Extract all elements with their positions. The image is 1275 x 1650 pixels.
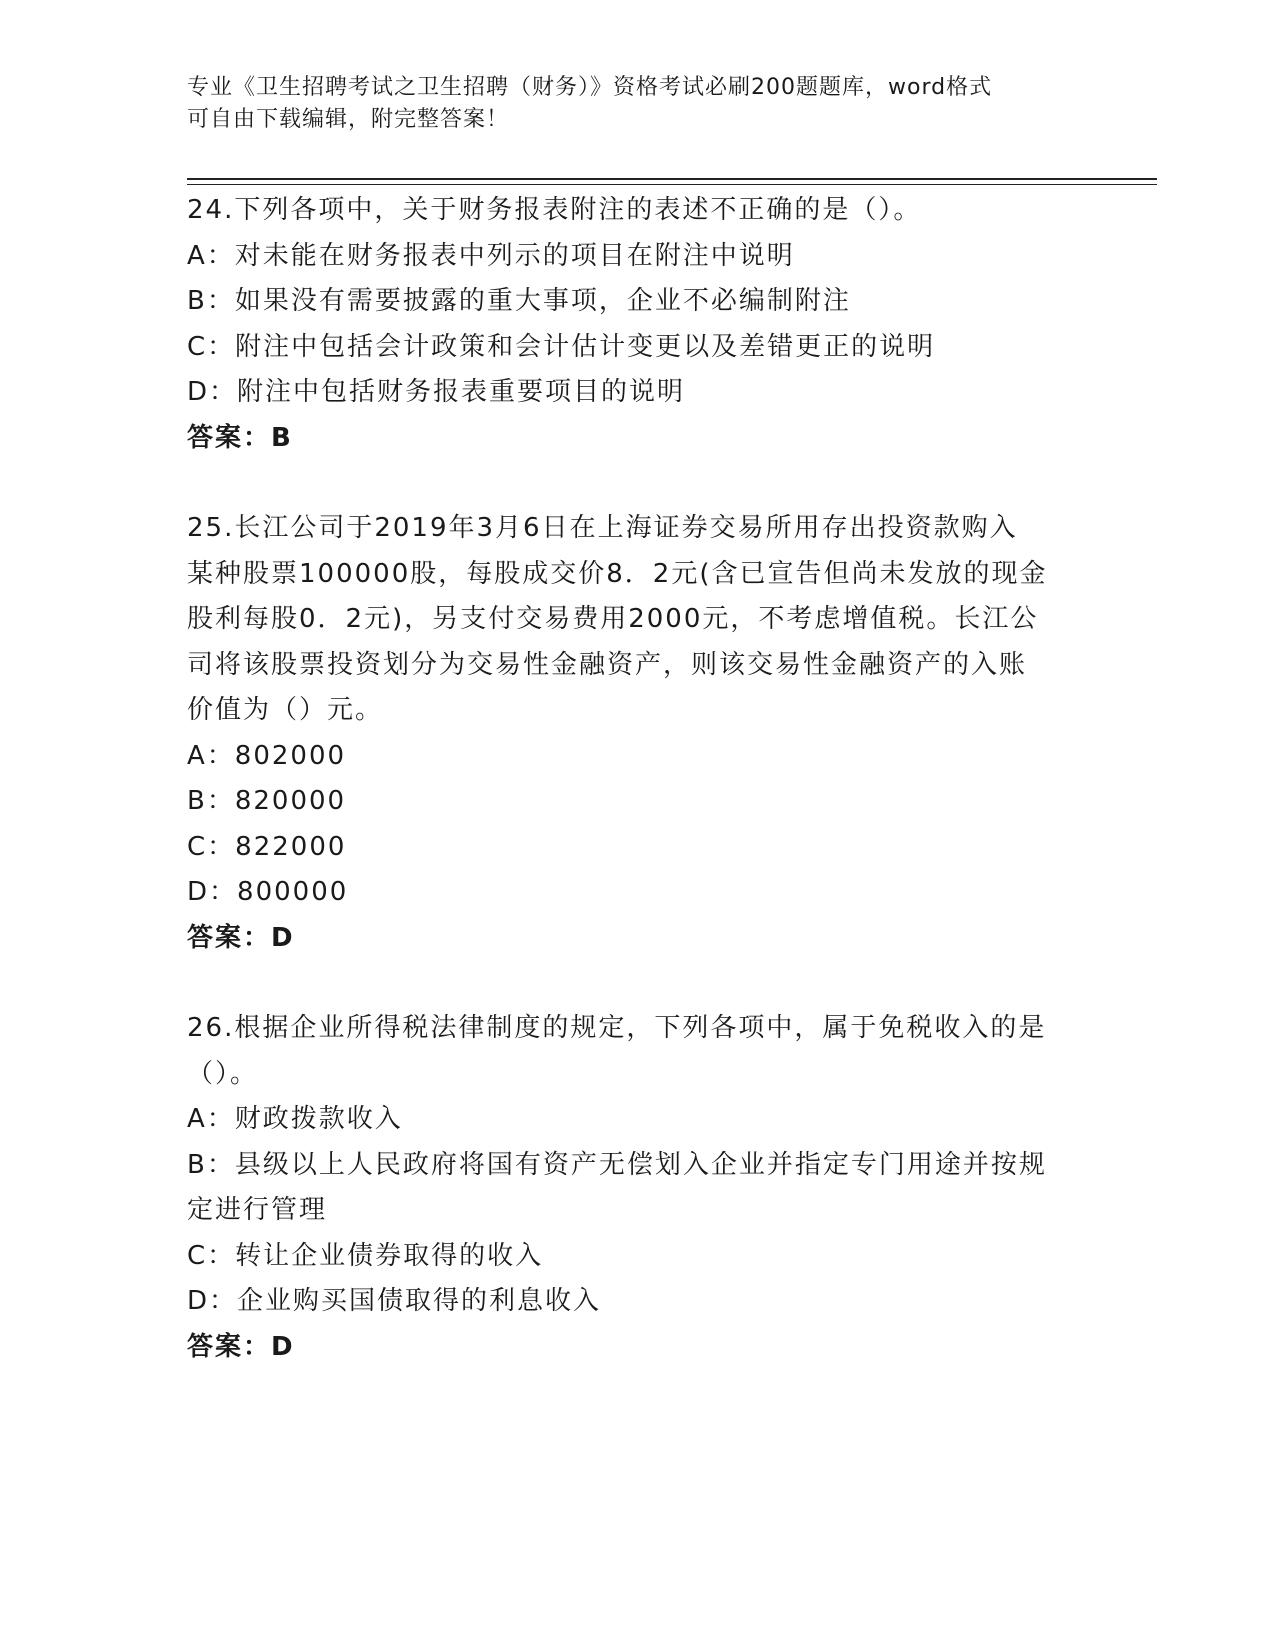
spacer <box>187 961 1077 1006</box>
option-c: C：转让企业债券取得的收入 <box>187 1240 544 1271</box>
option-d: D：附注中包括财务报表重要项目的说明 <box>187 377 686 407</box>
option-b: B：820000 <box>187 786 347 816</box>
option-a: A：802000 <box>187 740 347 771</box>
option-b: B：如果没有需要披露的重大事项，企业不必编制附注 <box>187 286 851 316</box>
header-divider-thick <box>187 178 1157 180</box>
option-d: D：800000 <box>187 877 349 907</box>
header-line-1: 专业《卫生招聘考试之卫生招聘（财务）》资格考试必刷200题题库，word格式 <box>187 75 993 100</box>
question-26 <box>187 1006 1077 1370</box>
question-stem-line: 司将该股票投资划分为交易性金融资产，则该交易性金融资产的入账 <box>187 649 1028 680</box>
option-d: D：企业购买国债取得的利息收入 <box>187 1286 602 1316</box>
question-stem-line: 股利每股0．2元)，另支付交易费用2000元，不考虑增值税。长江公 <box>187 604 1039 634</box>
question-stem: 24.下列各项中，关于财务报表附注的表述不正确的是（）。 <box>187 195 922 225</box>
question-stem-line: 价值为（）元。 <box>187 695 384 725</box>
question-stem-line: 26.根据企业所得税法律制度的规定，下列各项中，属于免税收入的是 <box>187 1013 1047 1043</box>
header-line-2: 可自由下载编辑，附完整答案！ <box>187 107 510 132</box>
question-stem-line: 某种股票100000股，每股成交价8．2元(含已宣告但尚未发放的现金 <box>187 558 1048 589</box>
question-25 <box>187 506 1077 961</box>
option-a: A：财政拨款收入 <box>187 1104 403 1134</box>
question-24 <box>187 188 1077 461</box>
option-a: A：对未能在财务报表中列示的项目在附注中说明 <box>187 240 795 271</box>
answer-label: 答案：D <box>187 922 295 953</box>
document-header <box>187 72 1087 136</box>
question-list <box>187 188 1077 1370</box>
option-c: C：822000 <box>187 831 347 862</box>
answer-label: 答案：B <box>187 422 293 453</box>
option-c: C：附注中包括会计政策和会计估计变更以及差错更正的说明 <box>187 331 936 362</box>
answer-label: 答案：D <box>187 1331 295 1362</box>
question-stem-line: （）。 <box>187 1058 259 1089</box>
option-b: B：县级以上人民政府将国有资产无偿划入企业并指定专门用途并按规 <box>187 1149 1047 1180</box>
question-stem-line: 25.长江公司于2019年3月6日在上海证券交易所用存出投资款购入 <box>187 513 1018 543</box>
header-divider-thin <box>187 184 1157 185</box>
spacer <box>187 461 1077 506</box>
option-b-continued: 定进行管理 <box>187 1195 328 1225</box>
